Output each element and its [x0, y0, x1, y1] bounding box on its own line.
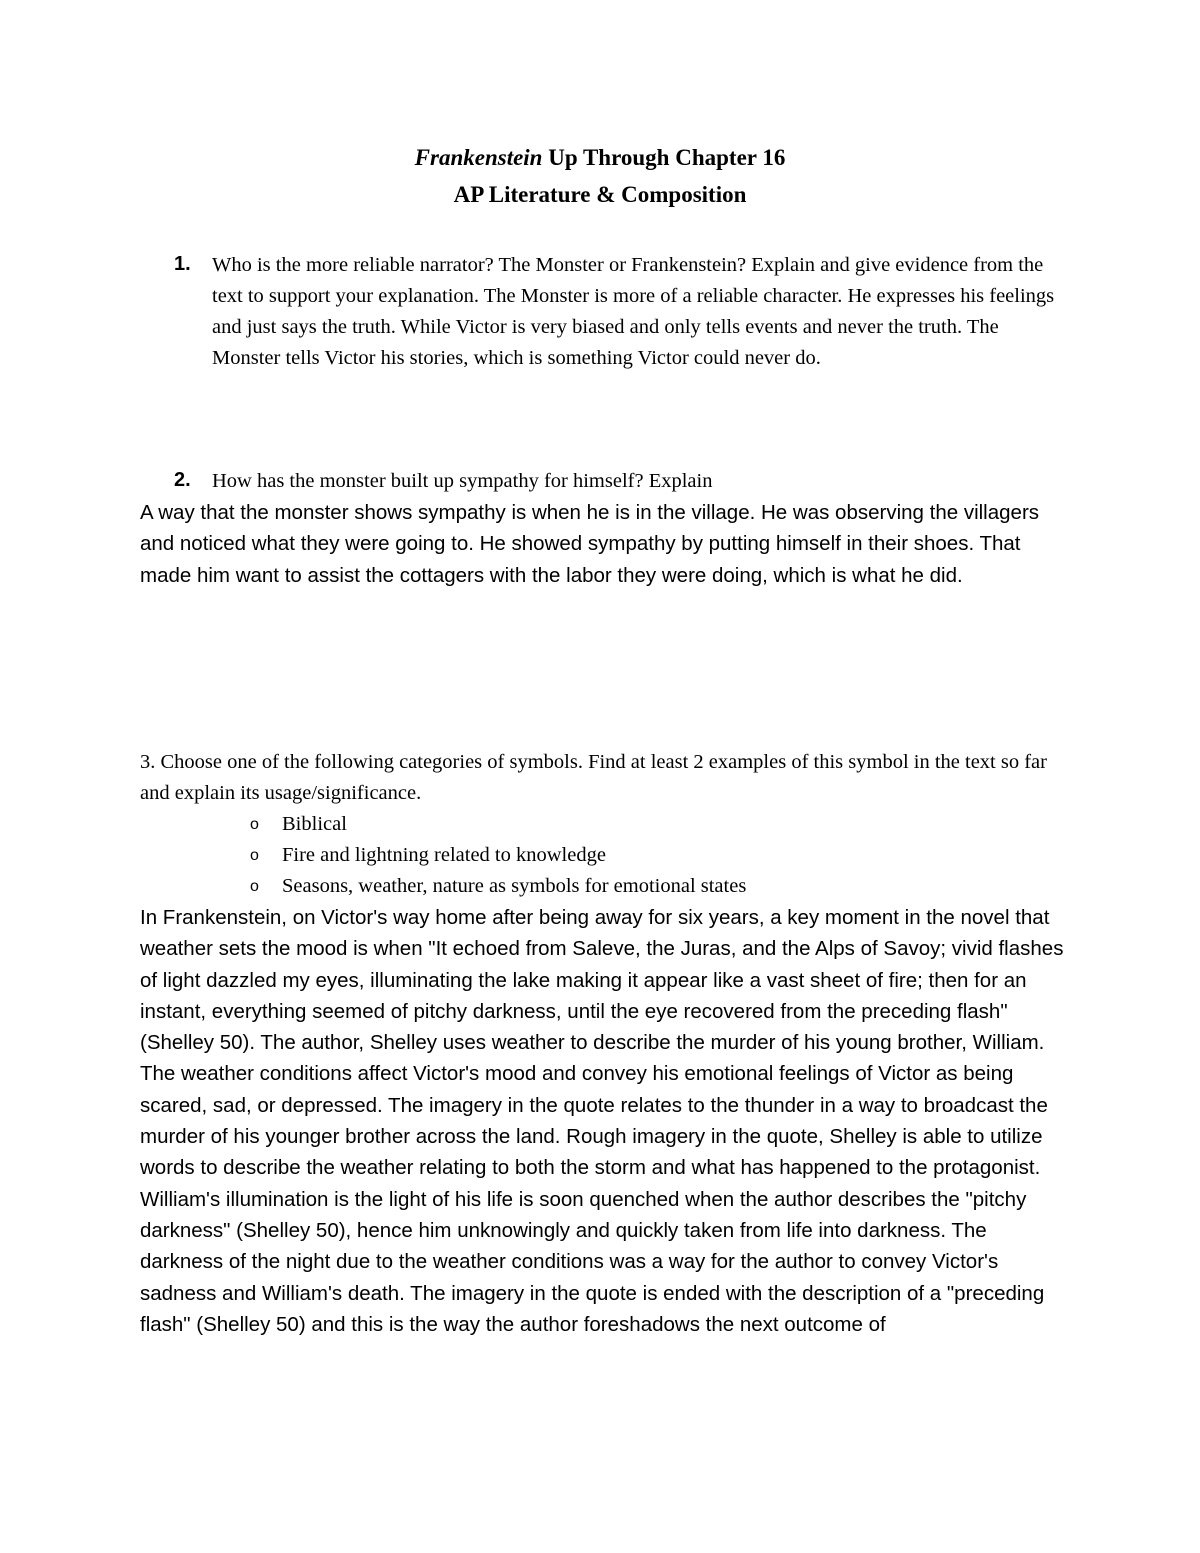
hollow-bullet-icon: o [250, 816, 259, 833]
symbol-category-list [250, 809, 746, 902]
question-2-number: 2. [174, 469, 191, 491]
hollow-bullet-icon: o [250, 878, 259, 895]
category-label: Biblical [282, 813, 347, 835]
question-1-text: Who is the more reliable narrator? The Monster or Frankenstein? Explain and give evidence from the text to support your explanation. The Monster is more of a reliable character. He expresses his feelings and just says the truth. While Victor is very biased and only tells events and never the truth. The Monster tells Victor his stories, which is something Victor could never do. [212, 254, 1055, 369]
question-2-text: How has the monster built up sympathy for himself? Explain [212, 470, 713, 492]
question-1-number: 1. [174, 253, 191, 275]
document-subtitle: AP Literature & Composition [453, 182, 747, 207]
question-3-answer: In Frankenstein, on Victor's way home after being away for six years, a key moment in the novel that weather sets the mood is when "It echoed from Saleve, the Juras, and the Alps of Savoy; vivid flashes of light dazzled my eyes, illuminating the lake making it appear like a vast sheet of fire; then for an instant, everything seemed of pitchy darkness, until the eye recovered from the preceding flash" (Shelley 50). The author, Shelley uses weather to describe the murder of his young brother, William. The weather conditions affect Victor's mood and convey his emotional feelings of Victor as being scared, sad, or depressed. The imagery in the quote relates to the thunder in a way to broadcast the murder of his younger brother across the land. Rough imagery in the quote, Shelley is able to utilize words to describe the weather relating to both the storm and what has happened to the protagonist. William's illumination is the light of his life is soon quenched when the author describes the "pitchy darkness" (Shelley 50), hence him unknowingly and quickly taken from life into darkness. The darkness of the night due to the weather conditions was a way for the author to convey Victor's sadness and William's death. The imagery in the quote is ended with the description of a "preceding flash" (Shelley 50) and this is the way the author foreshadows the next outcome of [140, 906, 1064, 1336]
hollow-bullet-icon: o [250, 847, 259, 864]
list-item [250, 809, 746, 840]
book-title: Frankenstein [414, 145, 543, 170]
question-2-answer: A way that the monster shows sympathy is when he is in the village. He was observing the villagers and noticed what they were going to. He showed sympathy by putting himself in their shoes. That made him want to assist the cottagers with the labor they were doing, which is what he did. [140, 501, 1040, 587]
list-item [250, 871, 746, 902]
list-item [250, 840, 746, 871]
title-suffix: Up Through Chapter 16 [542, 145, 786, 170]
category-label: Fire and lightning related to knowledge [282, 844, 606, 866]
document-title [0, 140, 1200, 176]
category-label: Seasons, weather, nature as symbols for emotional states [282, 875, 747, 897]
question-3-text: 3. Choose one of the following categories of symbols. Find at least 2 examples of this symbol in the text so far and explain its usage/significance. [140, 751, 1047, 804]
